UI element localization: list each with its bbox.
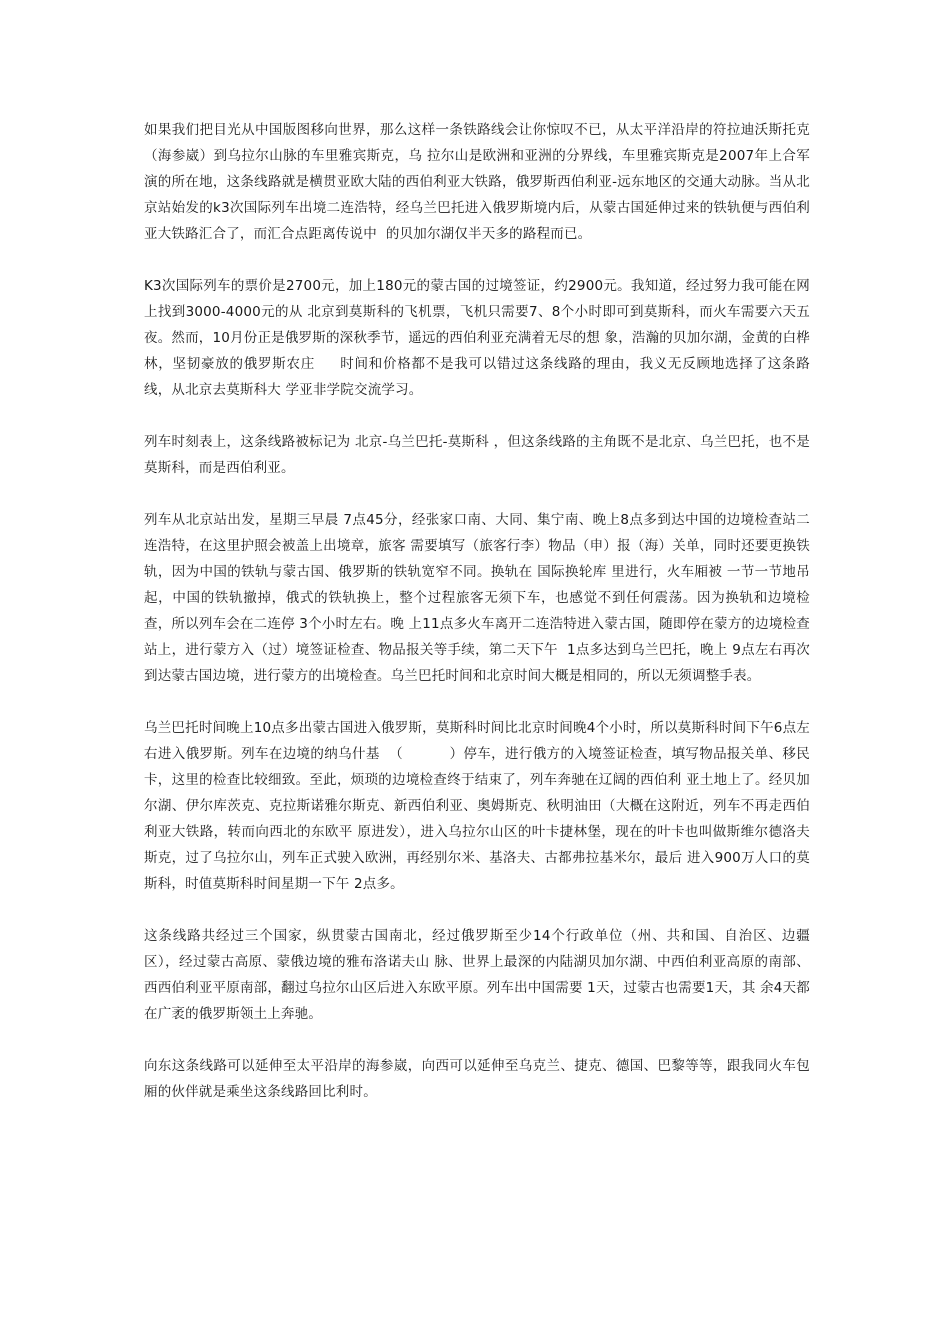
paragraph-3: 列车时刻表上，这条线路被标记为 北京-乌兰巴托-莫斯科 ，但这条线路的主角既不是北京、乌兰巴托，也不是莫斯科，而是西伯利亚。 (144, 434, 810, 476)
paragraph-2: K3次国际列车的票价是2700元，加上180元的蒙古国的过境签证，约2900元。我知道，经过努力我可能在网上找到3000-4000元的从 北京到莫斯科的飞机票，飞机只需要7、8个小时即可到莫斯科，而火车需要六天五夜。然而，10月份正是俄罗斯的深秋季节，遥远的西伯利亚充满着无尽的想 象，浩瀚的贝加尔湖，金黄的白桦林，坚韧豪放的俄罗斯农庄 时间和价格都不是我可以错过这条线路的理由，我义无反顾地选择了这条路线，从北京去莫斯科大 学亚非学院交流学习。 (144, 278, 810, 398)
paragraph-6: 这条线路共经过三个国家，纵贯蒙古国南北，经过俄罗斯至少14个行政单位（州、共和国、自治区、边疆区），经过蒙古高原、蒙俄边境的雅布洛诺夫山 脉、世界上最深的内陆湖贝加尔湖、中西伯利亚高原的南部、西西伯利亚平原南部，翻过乌拉尔山区后进入东欧平原。列车出中国需要 1天，过蒙古也需要1天，其 余4天都在广袤的俄罗斯领土上奔驰。 (144, 928, 810, 1022)
paragraph-7: 向东这条线路可以延伸至太平沿岸的海参崴，向西可以延伸至乌克兰、捷克、德国、巴黎等等，跟我同火车包厢的伙伴就是乘坐这条线路回比利时。 (144, 1058, 810, 1100)
article-body (144, 117, 810, 1131)
paragraph-4: 列车从北京站出发，星期三早晨 7点45分，经张家口南、大同、集宁南、晚上8点多到达中国的边境检查站二连浩特，在这里护照会被盖上出境章，旅客 需要填写（旅客行李）物品（申）报（海）关单，同时还要更换铁轨，因为中国的铁轨与蒙古国、俄罗斯的铁轨宽窄不同。换轨在 国际换轮库 里进行，火车厢被 一节一节地吊起，中国的铁轨撤掉，俄式的铁轨换上，整个过程旅客无须下车，也感觉不到任何震荡。因为换轨和边境检查，所以列车会在二连停 3个小时左右。晚 上11点多火车离开二连浩特进入蒙古国，随即停在蒙方的边境检查站上，进行蒙方入（过）境签证检查、物品报关等手续，第二天下午 1点多达到乌兰巴托，晚上 9点左右再次到达蒙古国边境，进行蒙方的出境检查。乌兰巴托时间和北京时间大概是相同的，所以无须调整手表。 (144, 512, 810, 684)
paragraph-1: 如果我们把目光从中国版图移向世界，那么这样一条铁路线会让你惊叹不已，从太平洋沿岸的符拉迪沃斯托克（海参崴）到乌拉尔山脉的车里雅宾斯克，乌 拉尔山是欧洲和亚洲的分界线，车里雅宾斯克是2007年上合军演的所在地，这条线路就是横贯亚欧大陆的西伯利亚大铁路，俄罗斯西伯利亚-远东地区的交通大动脉。当从北京站始发的k3次国际列车出境二连浩特，经乌兰巴托进入俄罗斯境内后，从蒙古国延伸过来的铁轨便与西伯利亚大铁路汇合了，而汇合点距离传说中 的贝加尔湖仅半天多的路程而已。 (144, 122, 810, 242)
paragraph-5: 乌兰巴托时间晚上10点多出蒙古国进入俄罗斯，莫斯科时间比北京时间晚4个小时，所以莫斯科时间下午6点左右进入俄罗斯。列车在边境的纳乌什基 （ ）停车，进行俄方的入境签证检查，填写物品报关单、移民卡，这里的检查比较细致。至此，烦琐的边境检查终于结束了，列车奔驰在辽阔的西伯利 亚土地上了。经贝加尔湖、伊尔库茨克、克拉斯诺雅尔斯克、新西伯利亚、奥姆斯克、秋明油田（大概在这附近，列车不再走西伯利亚大铁路，转而向西北的东欧平 原进发），进入乌拉尔山区的叶卡捷林堡，现在的叶卡也叫做斯维尔德洛夫斯克，过了乌拉尔山，列车正式驶入欧洲，再经别尔米、基洛夫、古都弗拉基米尔，最后 进入900万人口的莫斯科，时值莫斯科时间星期一下午 2点多。 (144, 720, 810, 892)
